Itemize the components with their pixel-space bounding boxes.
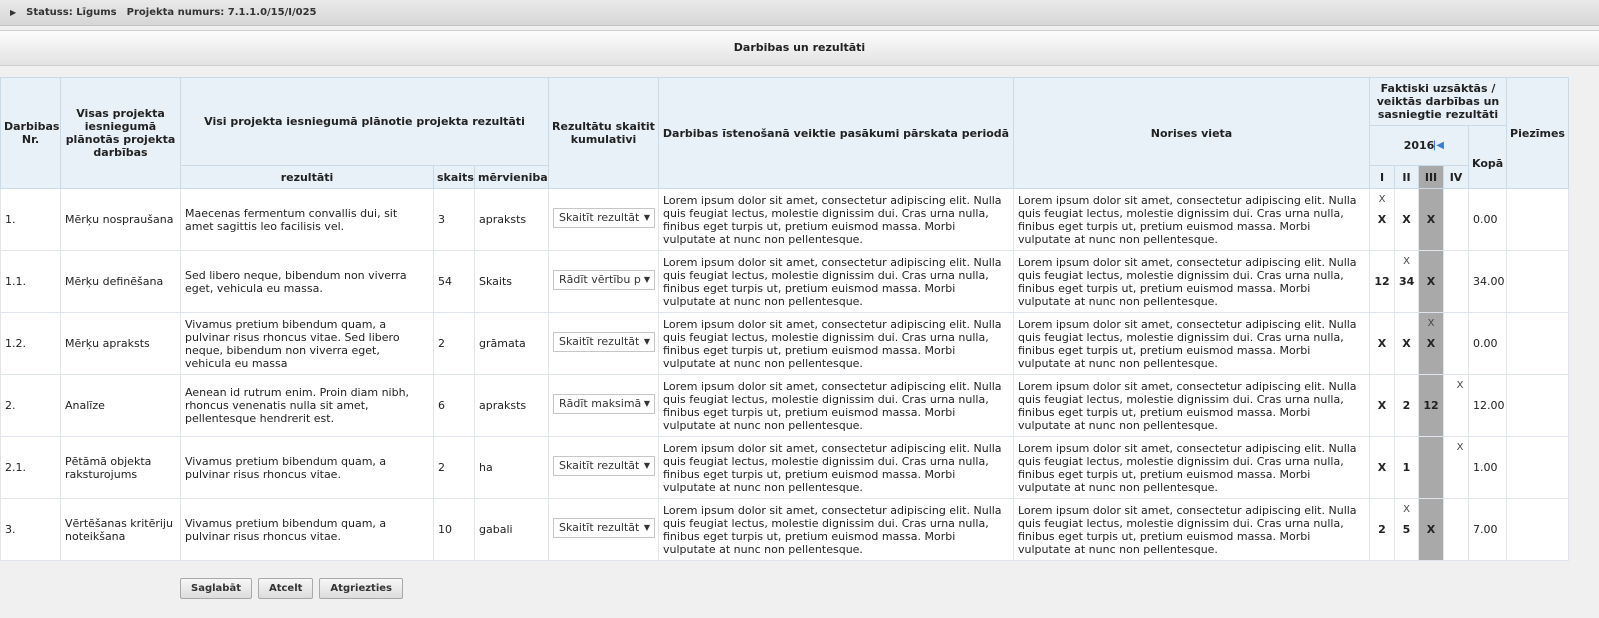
row-result: Aenean id rutrum enim. Proin diam nibh, rhoncus venenatis nulla sit amet, pellentesque hendrerit est.: [181, 375, 434, 437]
row-notes[interactable]: [1507, 437, 1569, 499]
header-nr: Darbibas Nr.: [1, 78, 61, 189]
header-cumulative: Rezultātu skaitit kumulativi: [549, 78, 659, 189]
year-header: [1370, 126, 1469, 166]
quarter-cell-q4[interactable]: [1444, 499, 1469, 561]
row-location: Lorem ipsum dolor sit amet, consectetur adipiscing elit. Nulla quis feugiat lectus, molestie dignissim dui. Cras urna nulla, finibus eget turpis ut, pretium euismod massa. Morbi vulputate at nunc non pellentesque.: [1014, 375, 1370, 437]
dropdown-arrow-icon[interactable]: ▼: [642, 271, 650, 289]
row-result: Maecenas fermentum convallis dui, sit amet sagittis leo facilisis vel.: [181, 189, 434, 251]
row-activity: Mērķu apraksts: [61, 313, 181, 375]
action-buttons: [180, 578, 403, 599]
row-unit: Skaits: [475, 251, 549, 313]
row-location: Lorem ipsum dolor sit amet, consectetur adipiscing elit. Nulla quis feugiat lectus, molestie dignissim dui. Cras urna nulla, finibus eget turpis ut, pretium euismod massa. Morbi vulputate at nunc non pellentesque.: [1014, 313, 1370, 375]
row-result: Sed libero neque, bibendum non viverra eget, vehicula eu massa.: [181, 251, 434, 313]
status-bar[interactable]: [0, 0, 1599, 26]
row-measures: Lorem ipsum dolor sit amet, consectetur adipiscing elit. Nulla quis feugiat lectus, molestie dignissim dui. Cras urna nulla, finibus eget turpis ut, pretium euismod massa. Morbi vulputate at nunc non pellentesque.: [659, 313, 1014, 375]
row-activity: Mērķu definēšana: [61, 251, 181, 313]
quarter-cell-q3[interactable]: [1419, 251, 1444, 313]
row-nr: 1.1.: [1, 251, 61, 313]
row-measures: Lorem ipsum dolor sit amet, consectetur adipiscing elit. Nulla quis feugiat lectus, molestie dignissim dui. Cras urna nulla, finibus eget turpis ut, pretium euismod massa. Morbi vulputate at nunc non pellentesque.: [659, 375, 1014, 437]
quarter-cell-q3[interactable]: [1419, 313, 1444, 375]
quarter-cell-q3[interactable]: [1419, 375, 1444, 437]
quarter-cell-q4[interactable]: [1444, 189, 1469, 251]
row-cumulative-cell: [549, 375, 659, 437]
quarter-value: 5: [1402, 523, 1411, 536]
cumulative-select-value: Rādīt maksimā: [559, 397, 642, 410]
row-nr: 1.: [1, 189, 61, 251]
quarter-cell-q3[interactable]: [1419, 499, 1444, 561]
quarter-cell-q1[interactable]: [1370, 437, 1395, 499]
row-total: 1.00: [1469, 437, 1507, 499]
table-row: [1, 437, 1599, 499]
row-measures: Lorem ipsum dolor sit amet, consectetur adipiscing elit. Nulla quis feugiat lectus, molestie dignissim dui. Cras urna nulla, finibus eget turpis ut, pretium euismod massa. Morbi vulputate at nunc non pellentesque.: [659, 437, 1014, 499]
project-number-label: Projekta numurs:: [126, 7, 225, 18]
header-notes: Piezīmes: [1507, 78, 1569, 189]
quarter-value: 12: [1374, 275, 1390, 288]
cumulative-select-value: Skaitīt rezultāt: [559, 459, 640, 472]
dropdown-arrow-icon[interactable]: ▼: [642, 519, 650, 537]
quarter-cell-q1[interactable]: [1370, 375, 1395, 437]
row-count: 2: [434, 437, 475, 499]
quarter-value: X: [1426, 275, 1436, 288]
quarter-value: 2: [1402, 399, 1411, 412]
cumulative-select[interactable]: [553, 332, 655, 352]
dropdown-arrow-icon[interactable]: ▼: [642, 457, 650, 475]
quarter-cell-q4[interactable]: [1444, 313, 1469, 375]
row-unit: gabali: [475, 499, 549, 561]
row-notes[interactable]: [1507, 499, 1569, 561]
row-notes[interactable]: [1507, 251, 1569, 313]
cumulative-select[interactable]: [553, 456, 655, 476]
quarter-value: 1: [1402, 461, 1411, 474]
header-q4: IV: [1444, 166, 1469, 189]
header-q3: III: [1419, 166, 1444, 189]
header-results: rezultāti: [181, 166, 434, 189]
row-cumulative-cell: [549, 189, 659, 251]
quarter-cell-q2[interactable]: [1395, 251, 1419, 313]
row-total: 0.00: [1469, 189, 1507, 251]
cumulative-select-value: Skaitīt rezultāt: [559, 211, 640, 224]
quarter-marker: X: [1427, 318, 1435, 329]
quarter-value: X: [1426, 523, 1436, 536]
quarter-marker: X: [1456, 380, 1464, 391]
row-location: Lorem ipsum dolor sit amet, consectetur adipiscing elit. Nulla quis feugiat lectus, molestie dignissim dui. Cras urna nulla, finibus eget turpis ut, pretium euismod massa. Morbi vulputate at nunc non pellentesque.: [1014, 499, 1370, 561]
row-total: 0.00: [1469, 313, 1507, 375]
expand-triangle-icon[interactable]: ▶: [10, 8, 17, 17]
header-actual: Faktiski uzsāktās / veiktās darbības un sasniegtie rezultāti: [1370, 78, 1507, 126]
quarter-value: X: [1377, 461, 1387, 474]
row-unit: apraksts: [475, 375, 549, 437]
cumulative-select-value: Skaitīt rezultāt: [559, 521, 640, 534]
quarter-cell-q2[interactable]: [1395, 437, 1419, 499]
year-label: 2016: [1403, 139, 1435, 152]
row-cumulative-cell: [549, 313, 659, 375]
row-activity: Vērtēšanas kritēriju noteikšana: [61, 499, 181, 561]
row-location: Lorem ipsum dolor sit amet, consectetur adipiscing elit. Nulla quis feugiat lectus, molestie dignissim dui. Cras urna nulla, finibus eget turpis ut, pretium euismod massa. Morbi vulputate at nunc non pellentesque.: [1014, 251, 1370, 313]
panel-title: Darbibas un rezultāti: [0, 30, 1599, 66]
quarter-marker: X: [1403, 504, 1410, 515]
row-location: Lorem ipsum dolor sit amet, consectetur adipiscing elit. Nulla quis feugiat lectus, molestie dignissim dui. Cras urna nulla, finibus eget turpis ut, pretium euismod massa. Morbi vulputate at nunc non pellentesque.: [1014, 189, 1370, 251]
dropdown-arrow-icon[interactable]: ▼: [642, 209, 650, 227]
header-unit: mērvieniba: [475, 166, 549, 189]
row-activity: Pētāmā objekta raksturojums: [61, 437, 181, 499]
row-count: 6: [434, 375, 475, 437]
row-total: 34.00: [1469, 251, 1507, 313]
table-row: [1, 189, 1599, 251]
quarter-value: X: [1402, 213, 1411, 226]
row-nr: 2.1.: [1, 437, 61, 499]
quarter-cell-q4[interactable]: [1444, 251, 1469, 313]
quarter-cell-q3[interactable]: [1419, 437, 1444, 499]
row-result: Vivamus pretium bibendum quam, a pulvinar risus rhoncus vitae.: [181, 437, 434, 499]
row-location: Lorem ipsum dolor sit amet, consectetur adipiscing elit. Nulla quis feugiat lectus, molestie dignissim dui. Cras urna nulla, finibus eget turpis ut, pretium euismod massa. Morbi vulputate at nunc non pellentesque.: [1014, 437, 1370, 499]
row-measures: Lorem ipsum dolor sit amet, consectetur adipiscing elit. Nulla quis feugiat lectus, molestie dignissim dui. Cras urna nulla, finibus eget turpis ut, pretium euismod massa. Morbi vulputate at nunc non pellentesque.: [659, 251, 1014, 313]
table-row: [1, 251, 1599, 313]
header-measures: Darbibas īstenošanā veiktie pasākumi pārskata periodā: [659, 78, 1014, 189]
row-result: Vivamus pretium bibendum quam, a pulvinar risus rhoncus vitae.: [181, 499, 434, 561]
quarter-marker: X: [1378, 194, 1386, 205]
row-cumulative-cell: [549, 251, 659, 313]
back-button[interactable]: Atgriezties: [319, 578, 403, 599]
header-q2: II: [1395, 166, 1419, 189]
status-value: Līgums: [76, 7, 117, 18]
dropdown-arrow-icon[interactable]: ▼: [642, 333, 650, 351]
row-activity: Mērķu nospraušana: [61, 189, 181, 251]
row-count: 3: [434, 189, 475, 251]
header-activities: Visas projekta iesniegumā plānotās projekta darbības: [61, 78, 181, 189]
quarter-value: X: [1377, 213, 1387, 226]
quarter-value: 2: [1378, 523, 1386, 536]
quarter-cell-q3[interactable]: [1419, 189, 1444, 251]
quarter-cell-q1[interactable]: [1370, 499, 1395, 561]
quarter-value: X: [1426, 337, 1436, 350]
header-results-group: Visi projekta iesniegumā plānotie projekta rezultāti: [181, 78, 549, 166]
quarter-cell-q4[interactable]: [1444, 375, 1469, 437]
row-result: Vivamus pretium bibendum quam, a pulvinar risus rhoncus vitae. Sed libero neque, bibendum non viverra eget, vehicula eu massa: [181, 313, 434, 375]
row-activity: Analīze: [61, 375, 181, 437]
quarter-value: X: [1377, 337, 1387, 350]
quarter-value: X: [1402, 337, 1411, 350]
quarter-cell-q1[interactable]: [1370, 313, 1395, 375]
row-measures: Lorem ipsum dolor sit amet, consectetur adipiscing elit. Nulla quis feugiat lectus, molestie dignissim dui. Cras urna nulla, finibus eget turpis ut, pretium euismod massa. Morbi vulputate at nunc non pellentesque.: [659, 499, 1014, 561]
row-total: 12.00: [1469, 375, 1507, 437]
cumulative-select-value: Rādīt vērtību p: [559, 273, 641, 286]
quarter-cell-q2[interactable]: [1395, 313, 1419, 375]
quarter-value: 34: [1399, 275, 1415, 288]
table-row: [1, 313, 1599, 375]
header-q1: I: [1370, 166, 1395, 189]
row-count: 10: [434, 499, 475, 561]
quarter-value: X: [1426, 213, 1436, 226]
cumulative-select[interactable]: [553, 208, 655, 228]
row-unit: apraksts: [475, 189, 549, 251]
table-row: [1, 499, 1599, 561]
dropdown-arrow-icon[interactable]: ▼: [642, 395, 650, 413]
quarter-cell-q1[interactable]: [1370, 251, 1395, 313]
activities-table: [0, 77, 1599, 561]
cumulative-select-value: Skaitīt rezultāt: [559, 335, 640, 348]
quarter-cell-q1[interactable]: [1370, 189, 1395, 251]
quarter-cell-q2[interactable]: [1395, 189, 1419, 251]
save-button[interactable]: Saglabāt: [180, 578, 252, 599]
row-notes[interactable]: [1507, 375, 1569, 437]
first-page-icon[interactable]: |◀: [1432, 140, 1444, 151]
cumulative-select[interactable]: [553, 270, 655, 290]
quarter-cell-q2[interactable]: [1395, 375, 1419, 437]
quarter-value: X: [1377, 399, 1387, 412]
quarter-value: 12: [1423, 399, 1439, 412]
cumulative-select[interactable]: [553, 518, 655, 538]
row-count: 2: [434, 313, 475, 375]
quarter-cell-q2[interactable]: [1395, 499, 1419, 561]
row-unit: ha: [475, 437, 549, 499]
row-notes[interactable]: [1507, 313, 1569, 375]
row-cumulative-cell: [549, 437, 659, 499]
header-total: Kopā: [1469, 126, 1507, 189]
row-measures: Lorem ipsum dolor sit amet, consectetur adipiscing elit. Nulla quis feugiat lectus, molestie dignissim dui. Cras urna nulla, finibus eget turpis ut, pretium euismod massa. Morbi vulputate at nunc non pellentesque.: [659, 189, 1014, 251]
status-label: Statuss:: [26, 7, 73, 18]
row-nr: 2.: [1, 375, 61, 437]
row-nr: 1.2.: [1, 313, 61, 375]
quarter-marker: X: [1456, 442, 1464, 453]
quarter-cell-q4[interactable]: [1444, 437, 1469, 499]
row-notes[interactable]: [1507, 189, 1569, 251]
quarter-marker: X: [1403, 256, 1410, 267]
header-location: Norises vieta: [1014, 78, 1370, 189]
row-unit: grāmata: [475, 313, 549, 375]
row-total: 7.00: [1469, 499, 1507, 561]
cancel-button[interactable]: Atcelt: [258, 578, 313, 599]
row-count: 54: [434, 251, 475, 313]
row-nr: 3.: [1, 499, 61, 561]
table-row: [1, 375, 1599, 437]
header-count: skaits: [434, 166, 475, 189]
cumulative-select[interactable]: [553, 394, 655, 414]
row-cumulative-cell: [549, 499, 659, 561]
project-number-value: 7.1.1.0/15/I/025: [227, 7, 317, 18]
